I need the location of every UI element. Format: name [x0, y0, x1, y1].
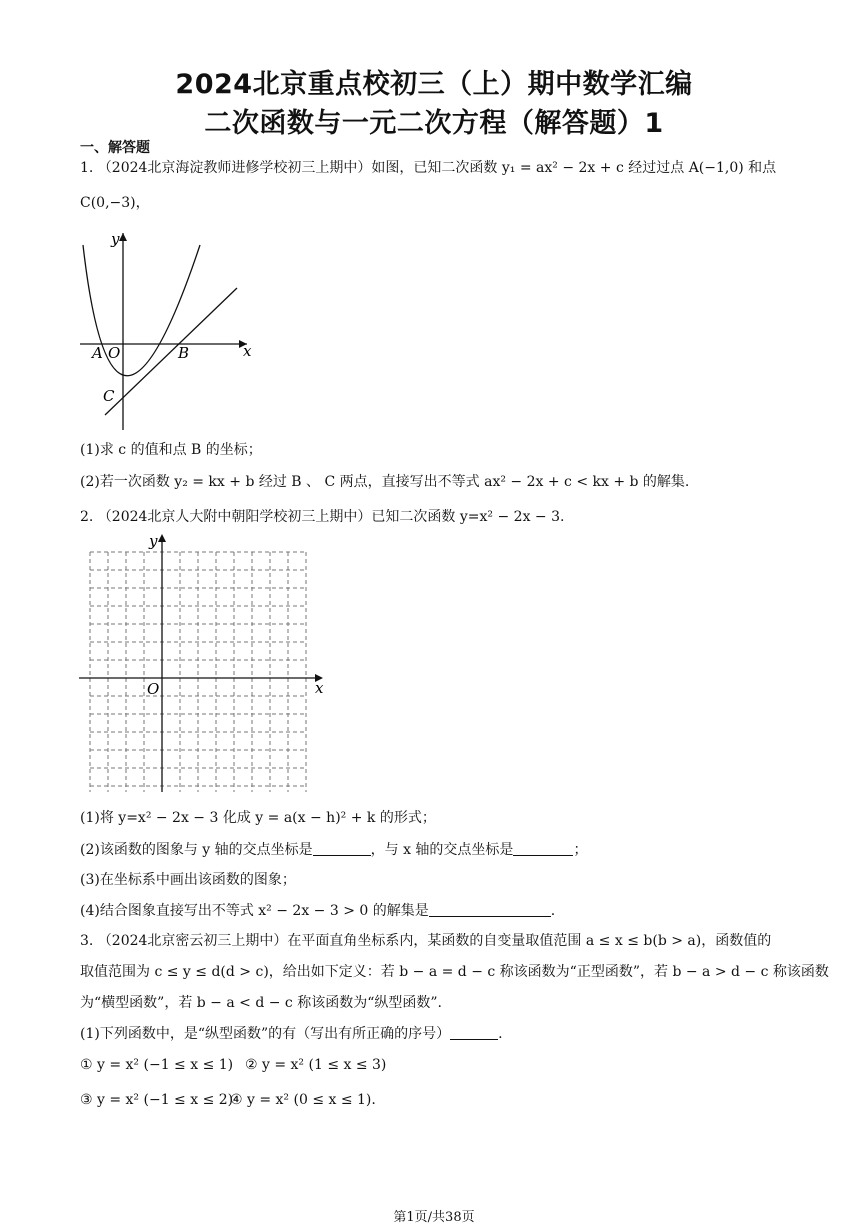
- q2-part4-text-b: .: [550, 903, 556, 919]
- q2-part2: [80, 841, 587, 859]
- q2-x-label: x: [315, 679, 324, 697]
- q2-origin-label: O: [147, 680, 160, 698]
- q1-y-axis-arrow: [119, 233, 127, 241]
- q1-point-b-label: B: [178, 344, 190, 362]
- q3-answer-blank[interactable]: [450, 1025, 498, 1040]
- q3-option-2: ② y = x² (1 ≤ x ≤ 3): [245, 1057, 387, 1073]
- q1-y-label: y: [111, 230, 120, 248]
- q2-part4-text-a: (4)结合图象直接写出不等式 x² − 2x − 3 > 0 的解集是: [80, 903, 429, 919]
- q2-answer-blank-x-intercepts[interactable]: [513, 841, 573, 856]
- q3-option-4: ④ y = x² (0 ≤ x ≤ 1).: [230, 1092, 376, 1108]
- q1-parabola-graph: [75, 225, 260, 435]
- q3-part1-text: (1)下列函数中，是“纵型函数”的有（写出有所正确的序号）: [80, 1026, 451, 1042]
- q3-part1: [80, 1025, 503, 1043]
- page-footer: 第1页/共38页: [393, 1210, 475, 1225]
- q2-grid-graph: [75, 530, 330, 795]
- q2-y-label: y: [149, 532, 158, 550]
- q1-stem-line1: 1. （2024北京海淀教师进修学校初三上期中）如图，已知二次函数 y₁ = ax² − 2x + c 经过过点 A(−1,0) 和点: [80, 160, 777, 176]
- q3-option-1: ① y = x² (−1 ≤ x ≤ 1): [80, 1057, 234, 1073]
- q2-part1: (1)将 y=x² − 2x − 3 化成 y = a(x − h)² + k 的形式；: [80, 810, 436, 826]
- q2-y-axis-arrow: [158, 534, 166, 542]
- doc-title-line1: 2024北京重点校初三（上）期中数学汇编: [175, 69, 693, 100]
- q1-stem-line2: C(0,−3)，: [80, 195, 150, 211]
- q1-line-bc: [105, 288, 237, 415]
- q3-stem-line2: 取值范围为 c ≤ y ≤ d(d > c)，给出如下定义：若 b − a = d − c 称该函数为“正型函数”，若 b − a > d − c 称该函数: [80, 964, 829, 980]
- q2-stem: 2. （2024北京人大附中朝阳学校初三上期中）已知二次函数 y=x² − 2x − 3.: [80, 509, 565, 525]
- q2-answer-blank-y-intercept[interactable]: [313, 841, 371, 856]
- q2-grid-lines: [90, 552, 307, 792]
- q2-part4: [80, 902, 555, 920]
- q1-point-c-label: C: [103, 387, 115, 405]
- q3-stem-line3: 为“横型函数”，若 b − a < d − c 称该函数为“纵型函数”.: [80, 995, 442, 1011]
- doc-title-line2: 二次函数与一元二次方程（解答题）1: [204, 108, 664, 139]
- q1-origin-label: O: [108, 344, 121, 362]
- q3-option-3: ③ y = x² (−1 ≤ x ≤ 2): [80, 1092, 234, 1108]
- q1-part2: (2)若一次函数 y₂ = kx + b 经过 B 、 C 两点，直接写出不等式 ax² − 2x + c < kx + b 的解集.: [80, 474, 690, 490]
- q1-point-a-label: A: [92, 344, 103, 362]
- q2-answer-blank-inequality[interactable]: [429, 902, 551, 917]
- q1-x-label: x: [243, 342, 252, 360]
- q1-part1: (1)求 c 的值和点 B 的坐标；: [80, 442, 262, 458]
- q3-stem-line1: 3. （2024北京密云初三上期中）在平面直角坐标系内，某函数的自变量取值范围 a ≤ x ≤ b(b > a)，函数值的: [80, 933, 772, 949]
- q2-part2-text-c: ；: [573, 842, 588, 858]
- q2-part2-text-a: (2)该函数的图象与 y 轴的交点坐标是: [80, 842, 313, 858]
- section-heading: 一、解答题: [80, 140, 150, 156]
- q3-part1-end: .: [498, 1026, 503, 1042]
- q2-part3: (3)在坐标系中画出该函数的图象；: [80, 872, 296, 888]
- q2-part2-text-b: ，与 x 轴的交点坐标是: [370, 842, 514, 858]
